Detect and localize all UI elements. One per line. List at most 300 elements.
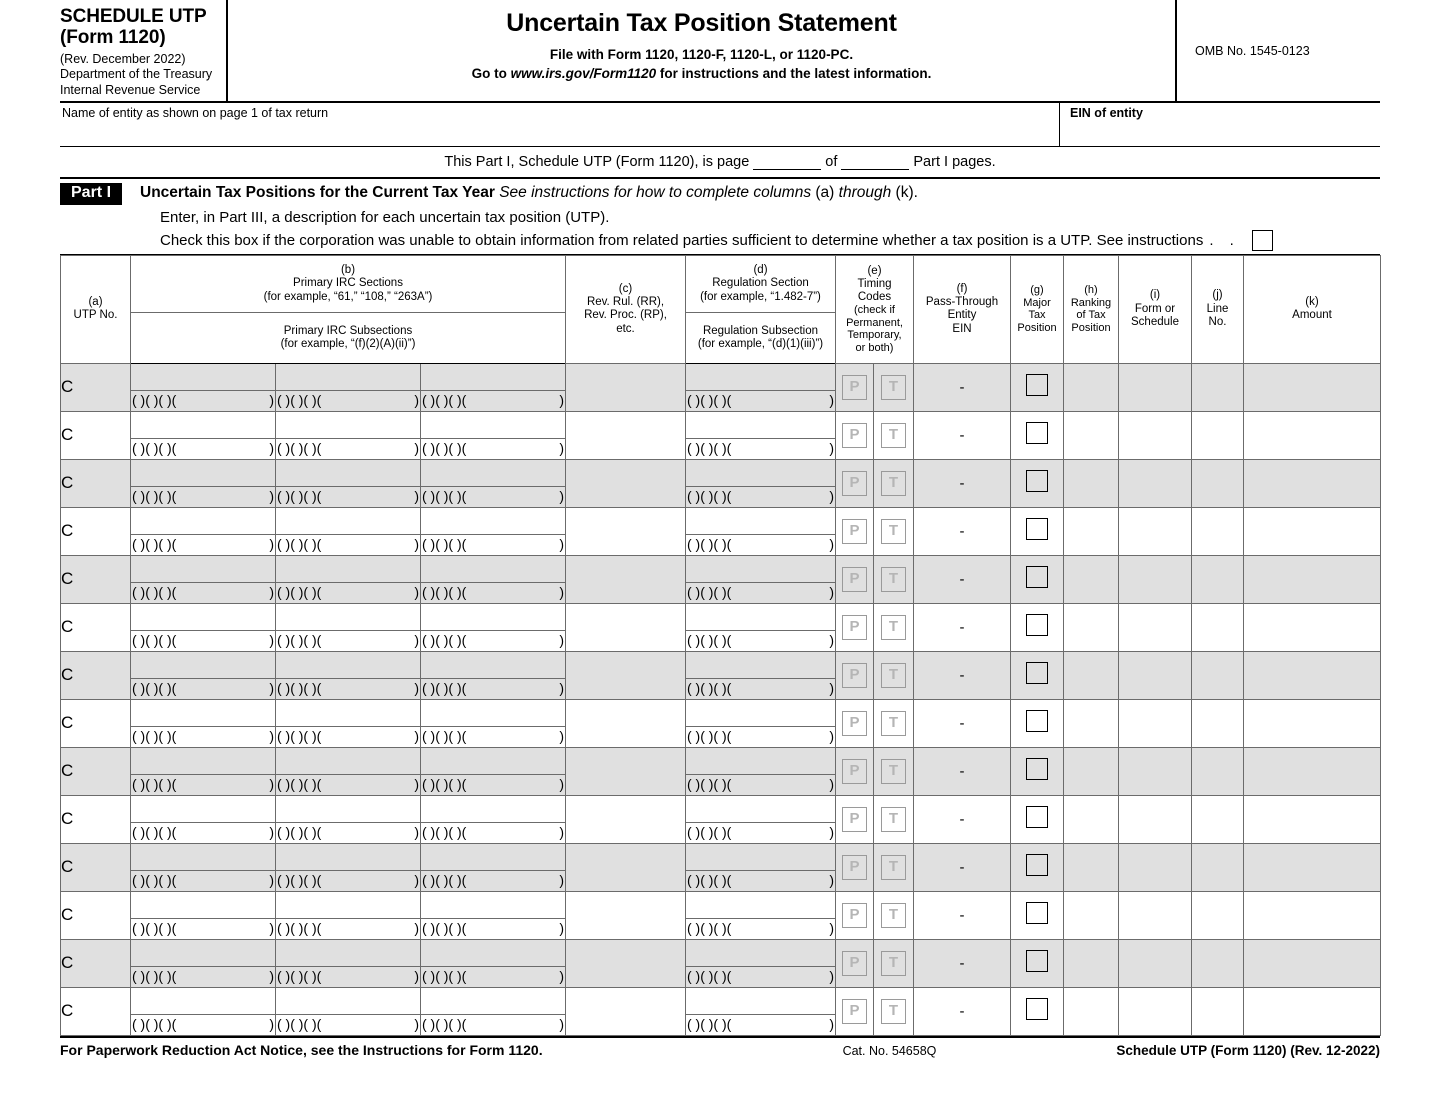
irc-section-1-value[interactable] <box>131 700 275 727</box>
utp-no-cell[interactable]: C <box>61 891 131 939</box>
amount-cell[interactable] <box>1244 891 1381 939</box>
form-schedule-cell[interactable] <box>1119 363 1192 411</box>
irc-subsection-2[interactable] <box>276 391 420 411</box>
major-tax-position-checkbox[interactable] <box>1011 843 1064 891</box>
timing-permanent-checkbox[interactable] <box>836 363 874 411</box>
amount-cell[interactable] <box>1244 699 1381 747</box>
timing-temporary-checkbox[interactable] <box>874 555 914 603</box>
irc-section-1-value[interactable] <box>131 844 275 871</box>
irc-section-1-value[interactable] <box>131 940 275 967</box>
irc-section-1[interactable] <box>131 699 276 747</box>
utp-no-cell[interactable]: C <box>61 459 131 507</box>
form-schedule-cell[interactable] <box>1119 699 1192 747</box>
table-row[interactable] <box>61 651 1381 699</box>
utp-no-cell[interactable]: C <box>61 651 131 699</box>
amount-cell[interactable] <box>1244 651 1381 699</box>
reg-subsection[interactable] <box>686 871 835 891</box>
irc-section-1[interactable] <box>131 891 276 939</box>
form-schedule-cell[interactable] <box>1119 891 1192 939</box>
irc-subsection-2[interactable] <box>276 439 420 459</box>
reg-section-value[interactable] <box>686 556 835 583</box>
reg-section[interactable] <box>686 459 836 507</box>
reg-section[interactable] <box>686 747 836 795</box>
irc-subsection-3[interactable] <box>421 583 565 603</box>
irc-section-2-value[interactable] <box>276 940 420 967</box>
form-schedule-cell[interactable] <box>1119 843 1192 891</box>
irc-subsection-3[interactable] <box>421 487 565 507</box>
amount-cell[interactable] <box>1244 987 1381 1035</box>
pass-through-ein-cell[interactable] <box>914 843 1011 891</box>
irc-section-2[interactable] <box>276 891 421 939</box>
reg-section[interactable] <box>686 507 836 555</box>
irc-section-3[interactable] <box>421 363 566 411</box>
reg-section-value[interactable] <box>686 796 835 823</box>
table-row[interactable] <box>61 603 1381 651</box>
ranking-cell[interactable] <box>1064 459 1119 507</box>
major-tax-position-checkbox[interactable] <box>1011 939 1064 987</box>
reg-section-value[interactable] <box>686 604 835 631</box>
irc-subsection-1[interactable] <box>131 823 275 843</box>
line-no-cell[interactable] <box>1192 603 1244 651</box>
irc-section-2-value[interactable] <box>276 844 420 871</box>
irc-section-2[interactable] <box>276 555 421 603</box>
irc-section-3-value[interactable] <box>421 892 565 919</box>
timing-temporary-checkbox[interactable] <box>874 891 914 939</box>
reg-section[interactable] <box>686 891 836 939</box>
line-no-cell[interactable] <box>1192 795 1244 843</box>
reg-subsection[interactable] <box>686 487 835 507</box>
major-tax-position-checkbox[interactable] <box>1011 411 1064 459</box>
irc-section-2-value[interactable] <box>276 700 420 727</box>
timing-temporary-checkbox[interactable] <box>874 651 914 699</box>
utp-no-cell[interactable]: C <box>61 411 131 459</box>
irc-section-2-value[interactable] <box>276 556 420 583</box>
utp-no-cell[interactable]: C <box>61 843 131 891</box>
ranking-cell[interactable] <box>1064 939 1119 987</box>
amount-cell[interactable] <box>1244 411 1381 459</box>
irc-section-3-value[interactable] <box>421 412 565 439</box>
irc-section-1[interactable] <box>131 555 276 603</box>
rev-rul-cell[interactable] <box>566 507 686 555</box>
irc-section-3[interactable] <box>421 507 566 555</box>
table-row[interactable] <box>61 555 1381 603</box>
irc-section-2[interactable] <box>276 747 421 795</box>
page-total-input[interactable] <box>841 155 909 170</box>
timing-temporary-checkbox[interactable] <box>874 843 914 891</box>
irc-section-3-value[interactable] <box>421 844 565 871</box>
reg-section[interactable] <box>686 651 836 699</box>
table-row[interactable] <box>61 795 1381 843</box>
irc-section-3-value[interactable] <box>421 604 565 631</box>
amount-cell[interactable] <box>1244 603 1381 651</box>
major-tax-position-checkbox[interactable] <box>1011 651 1064 699</box>
irc-section-3[interactable] <box>421 843 566 891</box>
irc-subsection-3[interactable] <box>421 391 565 411</box>
pass-through-ein-cell[interactable] <box>914 699 1011 747</box>
irc-subsection-3[interactable] <box>421 823 565 843</box>
major-tax-position-checkbox[interactable] <box>1011 603 1064 651</box>
irc-subsection-1[interactable] <box>131 919 275 939</box>
reg-subsection[interactable] <box>686 823 835 843</box>
irc-subsection-1[interactable] <box>131 487 275 507</box>
rev-rul-cell[interactable] <box>566 699 686 747</box>
irc-subsection-3[interactable] <box>421 679 565 699</box>
reg-section-value[interactable] <box>686 844 835 871</box>
table-row[interactable] <box>61 987 1381 1035</box>
irc-section-3-value[interactable] <box>421 700 565 727</box>
irc-section-1-value[interactable] <box>131 892 275 919</box>
irc-section-2[interactable] <box>276 363 421 411</box>
rev-rul-cell[interactable] <box>566 843 686 891</box>
irc-subsection-1[interactable] <box>131 1015 275 1035</box>
timing-permanent-checkbox[interactable] <box>836 651 874 699</box>
irc-section-3[interactable] <box>421 699 566 747</box>
reg-section-value[interactable] <box>686 892 835 919</box>
reg-section[interactable] <box>686 555 836 603</box>
irc-subsection-2[interactable] <box>276 535 420 555</box>
irc-subsection-2[interactable] <box>276 823 420 843</box>
timing-temporary-checkbox[interactable] <box>874 507 914 555</box>
timing-permanent-checkbox[interactable] <box>836 459 874 507</box>
irc-section-3-value[interactable] <box>421 940 565 967</box>
irc-section-2[interactable] <box>276 939 421 987</box>
major-tax-position-checkbox[interactable] <box>1011 555 1064 603</box>
irc-section-2-value[interactable] <box>276 604 420 631</box>
utp-no-cell[interactable]: C <box>61 555 131 603</box>
irc-subsection-3[interactable] <box>421 1015 565 1035</box>
line-no-cell[interactable] <box>1192 747 1244 795</box>
timing-permanent-checkbox[interactable] <box>836 699 874 747</box>
irc-section-1[interactable] <box>131 987 276 1035</box>
rev-rul-cell[interactable] <box>566 459 686 507</box>
rev-rul-cell[interactable] <box>566 747 686 795</box>
irc-section-2-value[interactable] <box>276 748 420 775</box>
amount-cell[interactable] <box>1244 795 1381 843</box>
irc-subsection-3[interactable] <box>421 727 565 747</box>
pass-through-ein-cell[interactable] <box>914 891 1011 939</box>
timing-temporary-checkbox[interactable] <box>874 795 914 843</box>
irc-section-1-value[interactable] <box>131 604 275 631</box>
irc-section-2-value[interactable] <box>276 892 420 919</box>
irc-subsection-1[interactable] <box>131 631 275 651</box>
reg-section[interactable] <box>686 363 836 411</box>
form-schedule-cell[interactable] <box>1119 603 1192 651</box>
irc-section-1[interactable] <box>131 747 276 795</box>
irc-section-3-value[interactable] <box>421 556 565 583</box>
ranking-cell[interactable] <box>1064 891 1119 939</box>
table-row[interactable] <box>61 411 1381 459</box>
form-schedule-cell[interactable] <box>1119 987 1192 1035</box>
irc-section-3[interactable] <box>421 459 566 507</box>
irc-subsection-1[interactable] <box>131 535 275 555</box>
irc-section-1-value[interactable] <box>131 508 275 535</box>
irc-subsection-2[interactable] <box>276 679 420 699</box>
utp-no-cell[interactable]: C <box>61 363 131 411</box>
timing-permanent-checkbox[interactable] <box>836 795 874 843</box>
amount-cell[interactable] <box>1244 843 1381 891</box>
reg-section-value[interactable] <box>686 412 835 439</box>
major-tax-position-checkbox[interactable] <box>1011 459 1064 507</box>
timing-temporary-checkbox[interactable] <box>874 459 914 507</box>
form-schedule-cell[interactable] <box>1119 651 1192 699</box>
irc-section-1[interactable] <box>131 411 276 459</box>
form-schedule-cell[interactable] <box>1119 459 1192 507</box>
utp-no-cell[interactable]: C <box>61 987 131 1035</box>
reg-section-value[interactable] <box>686 940 835 967</box>
reg-section[interactable] <box>686 987 836 1035</box>
reg-section[interactable] <box>686 843 836 891</box>
reg-subsection[interactable] <box>686 391 835 411</box>
irc-section-1-value[interactable] <box>131 412 275 439</box>
irc-section-3-value[interactable] <box>421 508 565 535</box>
irc-section-1[interactable] <box>131 651 276 699</box>
timing-temporary-checkbox[interactable] <box>874 363 914 411</box>
ranking-cell[interactable] <box>1064 363 1119 411</box>
irc-section-2[interactable] <box>276 651 421 699</box>
reg-subsection[interactable] <box>686 967 835 987</box>
table-row[interactable] <box>61 891 1381 939</box>
pass-through-ein-cell[interactable] <box>914 603 1011 651</box>
utp-no-cell[interactable]: C <box>61 603 131 651</box>
irc-subsection-2[interactable] <box>276 487 420 507</box>
line-no-cell[interactable] <box>1192 843 1244 891</box>
form-schedule-cell[interactable] <box>1119 555 1192 603</box>
utp-no-cell[interactable]: C <box>61 699 131 747</box>
pass-through-ein-cell[interactable] <box>914 555 1011 603</box>
irc-section-2[interactable] <box>276 987 421 1035</box>
pass-through-ein-cell[interactable] <box>914 507 1011 555</box>
reg-section-value[interactable] <box>686 988 835 1015</box>
amount-cell[interactable] <box>1244 747 1381 795</box>
table-row[interactable] <box>61 843 1381 891</box>
rev-rul-cell[interactable] <box>566 987 686 1035</box>
rev-rul-cell[interactable] <box>566 795 686 843</box>
irc-section-3[interactable] <box>421 939 566 987</box>
line-no-cell[interactable] <box>1192 555 1244 603</box>
irc-section-3[interactable] <box>421 603 566 651</box>
reg-subsection[interactable] <box>686 439 835 459</box>
timing-permanent-checkbox[interactable] <box>836 891 874 939</box>
irc-subsection-1[interactable] <box>131 679 275 699</box>
irc-subsection-2[interactable] <box>276 871 420 891</box>
utp-no-cell[interactable]: C <box>61 795 131 843</box>
timing-permanent-checkbox[interactable] <box>836 843 874 891</box>
amount-cell[interactable] <box>1244 459 1381 507</box>
line-no-cell[interactable] <box>1192 987 1244 1035</box>
irc-subsection-2[interactable] <box>276 1015 420 1035</box>
irc-section-2-value[interactable] <box>276 412 420 439</box>
irc-subsection-1[interactable] <box>131 871 275 891</box>
irc-subsection-2[interactable] <box>276 583 420 603</box>
rev-rul-cell[interactable] <box>566 603 686 651</box>
timing-permanent-checkbox[interactable] <box>836 939 874 987</box>
entity-name-cell[interactable] <box>60 103 1060 146</box>
amount-cell[interactable] <box>1244 555 1381 603</box>
irc-section-1-value[interactable] <box>131 652 275 679</box>
reg-subsection[interactable] <box>686 919 835 939</box>
irc-section-2-value[interactable] <box>276 988 420 1015</box>
irc-section-3-value[interactable] <box>421 988 565 1015</box>
irc-section-1[interactable] <box>131 843 276 891</box>
pass-through-ein-cell[interactable] <box>914 651 1011 699</box>
irc-section-1[interactable] <box>131 459 276 507</box>
pass-through-ein-cell[interactable] <box>914 939 1011 987</box>
irc-subsection-1[interactable] <box>131 439 275 459</box>
line-no-cell[interactable] <box>1192 891 1244 939</box>
irc-section-2-value[interactable] <box>276 796 420 823</box>
irc-subsection-3[interactable] <box>421 439 565 459</box>
ranking-cell[interactable] <box>1064 507 1119 555</box>
timing-temporary-checkbox[interactable] <box>874 939 914 987</box>
irc-section-2-value[interactable] <box>276 652 420 679</box>
irc-section-3[interactable] <box>421 555 566 603</box>
form-schedule-cell[interactable] <box>1119 747 1192 795</box>
major-tax-position-checkbox[interactable] <box>1011 363 1064 411</box>
irc-subsection-3[interactable] <box>421 775 565 795</box>
irc-section-3[interactable] <box>421 411 566 459</box>
reg-subsection[interactable] <box>686 631 835 651</box>
irc-section-1-value[interactable] <box>131 988 275 1015</box>
irc-subsection-3[interactable] <box>421 919 565 939</box>
line-no-cell[interactable] <box>1192 459 1244 507</box>
line-no-cell[interactable] <box>1192 411 1244 459</box>
irc-section-2[interactable] <box>276 411 421 459</box>
table-row[interactable] <box>61 507 1381 555</box>
ranking-cell[interactable] <box>1064 651 1119 699</box>
timing-permanent-checkbox[interactable] <box>836 411 874 459</box>
irc-section-1-value[interactable] <box>131 556 275 583</box>
amount-cell[interactable] <box>1244 939 1381 987</box>
irc-subsection-2[interactable] <box>276 727 420 747</box>
irc-section-3-value[interactable] <box>421 748 565 775</box>
timing-temporary-checkbox[interactable] <box>874 747 914 795</box>
irc-subsection-3[interactable] <box>421 871 565 891</box>
irc-section-2[interactable] <box>276 843 421 891</box>
utp-no-cell[interactable]: C <box>61 507 131 555</box>
timing-permanent-checkbox[interactable] <box>836 747 874 795</box>
irc-section-1-value[interactable] <box>131 796 275 823</box>
irc-section-3-value[interactable] <box>421 364 565 391</box>
irc-section-2-value[interactable] <box>276 508 420 535</box>
rev-rul-cell[interactable] <box>566 555 686 603</box>
irc-subsection-3[interactable] <box>421 535 565 555</box>
irc-section-3-value[interactable] <box>421 796 565 823</box>
rev-rul-cell[interactable] <box>566 891 686 939</box>
ranking-cell[interactable] <box>1064 603 1119 651</box>
pass-through-ein-cell[interactable] <box>914 363 1011 411</box>
irc-section-2[interactable] <box>276 459 421 507</box>
amount-cell[interactable] <box>1244 363 1381 411</box>
irc-section-1[interactable] <box>131 795 276 843</box>
form-schedule-cell[interactable] <box>1119 939 1192 987</box>
reg-subsection[interactable] <box>686 583 835 603</box>
irc-subsection-1[interactable] <box>131 967 275 987</box>
irc-section-2-value[interactable] <box>276 460 420 487</box>
irc-section-2-value[interactable] <box>276 364 420 391</box>
major-tax-position-checkbox[interactable] <box>1011 795 1064 843</box>
ranking-cell[interactable] <box>1064 699 1119 747</box>
reg-subsection[interactable] <box>686 1015 835 1035</box>
reg-subsection[interactable] <box>686 727 835 747</box>
timing-temporary-checkbox[interactable] <box>874 699 914 747</box>
ranking-cell[interactable] <box>1064 843 1119 891</box>
rev-rul-cell[interactable] <box>566 411 686 459</box>
reg-section-value[interactable] <box>686 460 835 487</box>
table-row[interactable] <box>61 939 1381 987</box>
irc-subsection-2[interactable] <box>276 919 420 939</box>
line-no-cell[interactable] <box>1192 699 1244 747</box>
major-tax-position-checkbox[interactable] <box>1011 699 1064 747</box>
irc-subsection-3[interactable] <box>421 967 565 987</box>
ranking-cell[interactable] <box>1064 747 1119 795</box>
reg-section-value[interactable] <box>686 508 835 535</box>
reg-section-value[interactable] <box>686 652 835 679</box>
page-number-input[interactable] <box>753 155 821 170</box>
pass-through-ein-cell[interactable] <box>914 987 1011 1035</box>
rev-rul-cell[interactable] <box>566 363 686 411</box>
irc-subsection-1[interactable] <box>131 391 275 411</box>
ranking-cell[interactable] <box>1064 411 1119 459</box>
ranking-cell[interactable] <box>1064 987 1119 1035</box>
reg-section-value[interactable] <box>686 748 835 775</box>
line-no-cell[interactable] <box>1192 363 1244 411</box>
timing-temporary-checkbox[interactable] <box>874 411 914 459</box>
irc-section-1[interactable] <box>131 603 276 651</box>
reg-section[interactable] <box>686 411 836 459</box>
line-no-cell[interactable] <box>1192 507 1244 555</box>
utp-no-cell[interactable]: C <box>61 939 131 987</box>
irc-subsection-1[interactable] <box>131 727 275 747</box>
table-row[interactable] <box>61 699 1381 747</box>
form-schedule-cell[interactable] <box>1119 411 1192 459</box>
irc-section-3[interactable] <box>421 795 566 843</box>
major-tax-position-checkbox[interactable] <box>1011 891 1064 939</box>
unable-to-obtain-info-checkbox[interactable] <box>1252 230 1273 251</box>
irc-subsection-2[interactable] <box>276 631 420 651</box>
reg-subsection[interactable] <box>686 679 835 699</box>
major-tax-position-checkbox[interactable] <box>1011 747 1064 795</box>
timing-permanent-checkbox[interactable] <box>836 507 874 555</box>
irc-section-3[interactable] <box>421 747 566 795</box>
pass-through-ein-cell[interactable] <box>914 411 1011 459</box>
irc-section-2[interactable] <box>276 603 421 651</box>
pass-through-ein-cell[interactable] <box>914 747 1011 795</box>
timing-temporary-checkbox[interactable] <box>874 987 914 1035</box>
reg-section-value[interactable] <box>686 700 835 727</box>
irc-subsection-2[interactable] <box>276 967 420 987</box>
reg-subsection[interactable] <box>686 775 835 795</box>
timing-permanent-checkbox[interactable] <box>836 987 874 1035</box>
ranking-cell[interactable] <box>1064 795 1119 843</box>
irc-section-3[interactable] <box>421 891 566 939</box>
irc-subsection-2[interactable] <box>276 775 420 795</box>
entity-ein-cell[interactable] <box>1060 103 1380 146</box>
form-schedule-cell[interactable] <box>1119 507 1192 555</box>
utp-no-cell[interactable]: C <box>61 747 131 795</box>
major-tax-position-checkbox[interactable] <box>1011 507 1064 555</box>
form-schedule-cell[interactable] <box>1119 795 1192 843</box>
line-no-cell[interactable] <box>1192 939 1244 987</box>
pass-through-ein-cell[interactable] <box>914 459 1011 507</box>
table-row[interactable] <box>61 363 1381 411</box>
irc-section-1[interactable] <box>131 939 276 987</box>
timing-temporary-checkbox[interactable] <box>874 603 914 651</box>
irc-section-1-value[interactable] <box>131 748 275 775</box>
irc-subsection-1[interactable] <box>131 775 275 795</box>
table-row[interactable] <box>61 747 1381 795</box>
rev-rul-cell[interactable] <box>566 939 686 987</box>
reg-section[interactable] <box>686 795 836 843</box>
